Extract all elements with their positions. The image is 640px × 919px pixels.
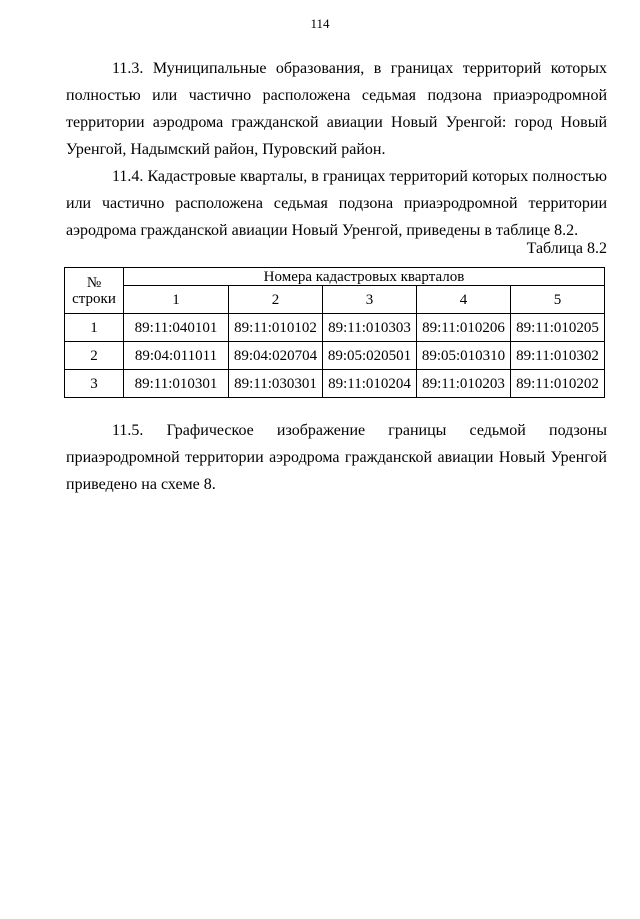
cadastral-number-cell: 89:04:020704 [229,342,323,370]
table-row [65,370,605,398]
column-number-header: 2 [229,286,323,314]
table-row [65,314,605,342]
group-header: Номера кадастровых кварталов [124,268,605,286]
cadastral-number-cell: 89:11:010303 [323,314,417,342]
paragraph-11-5: 11.5. Графическое изображение границы седьмой подзоны приаэродромной территории аэродрома гражданской авиации Новый Уренгой приведено на схеме 8. [66,422,607,493]
page-number: 114 [310,16,330,31]
cadastral-number-cell: 89:04:011011 [124,342,229,370]
cadastral-number-cell: 89:11:010203 [417,370,511,398]
cadastral-number-cell: 89:05:010310 [417,342,511,370]
table-caption: Таблица 8.2 [526,240,607,257]
paragraph-11-4: 11.4. Кадастровые кварталы, в границах территорий которых полностью или частично расположена седьмая подзона приаэродромной территории аэродрома гражданской авиации Новый Уренгой, приведены в таблице 8.2. [66,168,607,239]
cadastral-number-cell: 89:11:010204 [323,370,417,398]
cadastral-number-cell: 89:11:010206 [417,314,511,342]
cadastral-number-cell: 89:11:010202 [511,370,605,398]
column-number-header: 3 [323,286,417,314]
row-number-header [65,268,124,314]
paragraph-11-3: 11.3. Муниципальные образования, в границах территорий которых полностью или частично расположена седьмая подзона приаэродромной территории аэродрома гражданской авиации Новый Уренгой: город Новый Уренгой, Надымский район, Пуровский район. [66,60,607,158]
row-number-cell: 3 [65,370,124,398]
cadastral-number-cell: 89:05:020501 [323,342,417,370]
table-row [65,342,605,370]
row-number-header-symbol: № [86,274,102,291]
cadastral-quarters-table [64,267,605,398]
column-number-header: 5 [511,286,605,314]
cadastral-number-cell: 89:11:010302 [511,342,605,370]
row-number-cell: 1 [65,314,124,342]
cadastral-number-cell: 89:11:010301 [124,370,229,398]
cadastral-number-cell: 89:11:010205 [511,314,605,342]
column-number-header: 1 [124,286,229,314]
row-number-header-label: строки [72,290,116,307]
cadastral-number-cell: 89:11:040101 [124,314,229,342]
cadastral-number-cell: 89:11:010102 [229,314,323,342]
cadastral-number-cell: 89:11:030301 [229,370,323,398]
column-number-header: 4 [417,286,511,314]
row-number-cell: 2 [65,342,124,370]
